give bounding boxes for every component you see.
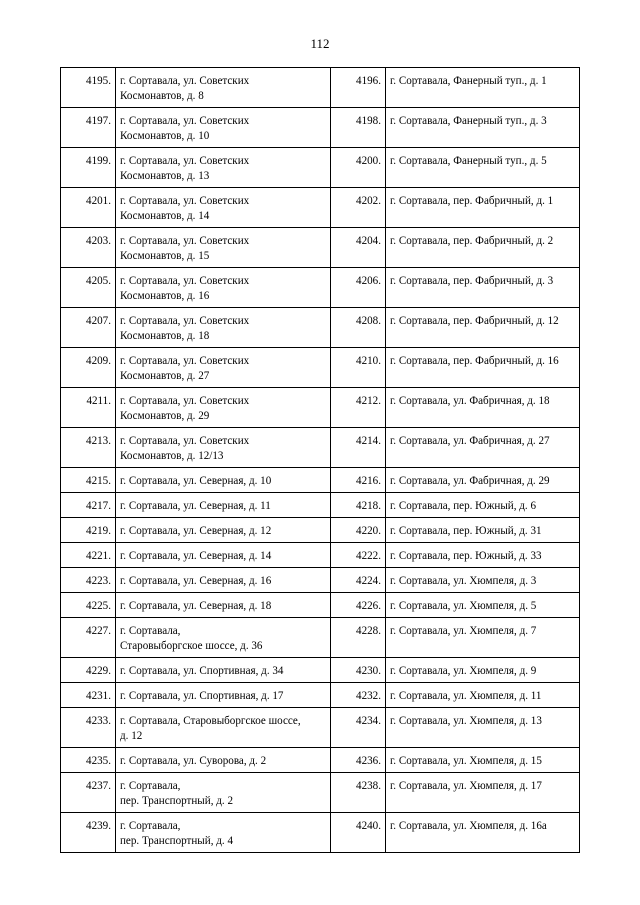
address-line: г. Сортавала, ул. Советских bbox=[120, 115, 250, 127]
address-cell bbox=[116, 468, 331, 493]
entry-number: 4196. bbox=[331, 68, 386, 108]
table-row bbox=[61, 748, 580, 773]
address-line: г. Сортавала, ул. Советских bbox=[120, 195, 250, 207]
address-cell bbox=[116, 593, 331, 618]
table-row bbox=[61, 493, 580, 518]
address-line: г. Сортавала, Фанерный туп., д. 1 bbox=[390, 75, 547, 87]
table-row bbox=[61, 543, 580, 568]
table-row bbox=[61, 228, 580, 268]
address-line: г. Сортавала, ул. Хюмпеля, д. 17 bbox=[390, 780, 542, 792]
address-line: г. Сортавала, ул. Советских bbox=[120, 435, 250, 447]
address-cell bbox=[116, 748, 331, 773]
address-cell bbox=[116, 618, 331, 658]
address-line: г. Сортавала, пер. Фабричный, д. 1 bbox=[390, 195, 554, 207]
address-cell bbox=[386, 748, 580, 773]
entry-number: 4211. bbox=[61, 388, 116, 428]
address-line: г. Сортавала, Старовыборгское шоссе, bbox=[120, 715, 301, 727]
address-line: Космонавтов, д. 16 bbox=[120, 290, 210, 302]
entry-number: 4235. bbox=[61, 748, 116, 773]
address-cell bbox=[116, 108, 331, 148]
address-cell bbox=[386, 68, 580, 108]
entry-number: 4234. bbox=[331, 708, 386, 748]
address-line: г. Сортавала, bbox=[120, 820, 181, 832]
entry-number: 4201. bbox=[61, 188, 116, 228]
address-cell bbox=[386, 308, 580, 348]
address-line: пер. Транспортный, д. 2 bbox=[120, 795, 233, 807]
entry-number: 4214. bbox=[331, 428, 386, 468]
table-row bbox=[61, 348, 580, 388]
address-line: г. Сортавала, ул. Северная, д. 18 bbox=[120, 600, 272, 612]
address-line: Космонавтов, д. 27 bbox=[120, 370, 210, 382]
address-line: г. Сортавала, пер. Южный, д. 31 bbox=[390, 525, 542, 537]
address-cell bbox=[116, 708, 331, 748]
address-cell bbox=[116, 493, 331, 518]
address-line: Космонавтов, д. 12/13 bbox=[120, 450, 224, 462]
entry-number: 4200. bbox=[331, 148, 386, 188]
table-row bbox=[61, 683, 580, 708]
address-cell bbox=[386, 683, 580, 708]
entry-number: 4202. bbox=[331, 188, 386, 228]
address-line: Космонавтов, д. 15 bbox=[120, 250, 210, 262]
address-line: г. Сортавала, ул. Хюмпеля, д. 16а bbox=[390, 820, 547, 832]
address-cell bbox=[386, 658, 580, 683]
address-line: г. Сортавала, ул. Суворова, д. 2 bbox=[120, 755, 267, 767]
address-cell bbox=[386, 388, 580, 428]
table-row bbox=[61, 188, 580, 228]
table-row bbox=[61, 388, 580, 428]
entry-number: 4227. bbox=[61, 618, 116, 658]
entry-number: 4215. bbox=[61, 468, 116, 493]
address-cell bbox=[116, 148, 331, 188]
address-cell bbox=[116, 683, 331, 708]
address-line: г. Сортавала, ул. Хюмпеля, д. 15 bbox=[390, 755, 542, 767]
address-line: г. Сортавала, ул. Спортивная, д. 17 bbox=[120, 690, 284, 702]
entry-number: 4203. bbox=[61, 228, 116, 268]
address-line: г. Сортавала, ул. Хюмпеля, д. 7 bbox=[390, 625, 537, 637]
address-cell bbox=[116, 388, 331, 428]
address-line: г. Сортавала, ул. Хюмпеля, д. 5 bbox=[390, 600, 537, 612]
address-line: г. Сортавала, Фанерный туп., д. 3 bbox=[390, 115, 547, 127]
address-line: Космонавтов, д. 14 bbox=[120, 210, 210, 222]
page-number: 112 bbox=[310, 36, 330, 51]
address-line: г. Сортавала, ул. Советских bbox=[120, 315, 250, 327]
address-line: г. Сортавала, ул. Хюмпеля, д. 9 bbox=[390, 665, 537, 677]
address-cell bbox=[386, 108, 580, 148]
table-row bbox=[61, 108, 580, 148]
address-line: г. Сортавала, ул. Северная, д. 14 bbox=[120, 550, 272, 562]
address-line: г. Сортавала, пер. Фабричный, д. 12 bbox=[390, 315, 559, 327]
address-line: пер. Транспортный, д. 4 bbox=[120, 835, 233, 847]
address-line: г. Сортавала, ул. Северная, д. 12 bbox=[120, 525, 272, 537]
entry-number: 4213. bbox=[61, 428, 116, 468]
address-line: г. Сортавала, пер. Фабричный, д. 16 bbox=[390, 355, 559, 367]
entry-number: 4237. bbox=[61, 773, 116, 813]
address-cell bbox=[386, 568, 580, 593]
address-cell bbox=[116, 428, 331, 468]
address-cell bbox=[386, 148, 580, 188]
address-cell bbox=[386, 708, 580, 748]
entry-number: 4238. bbox=[331, 773, 386, 813]
entry-number: 4232. bbox=[331, 683, 386, 708]
entry-number: 4210. bbox=[331, 348, 386, 388]
address-line: г. Сортавала, ул. Фабричная, д. 18 bbox=[390, 395, 550, 407]
entry-number: 4240. bbox=[331, 813, 386, 853]
address-cell bbox=[116, 658, 331, 683]
address-cell bbox=[116, 568, 331, 593]
entry-number: 4219. bbox=[61, 518, 116, 543]
entry-number: 4220. bbox=[331, 518, 386, 543]
address-cell bbox=[386, 268, 580, 308]
address-line: г. Сортавала, bbox=[120, 780, 181, 792]
table-row bbox=[61, 428, 580, 468]
entry-number: 4228. bbox=[331, 618, 386, 658]
entry-number: 4207. bbox=[61, 308, 116, 348]
address-line: г. Сортавала, ул. Спортивная, д. 34 bbox=[120, 665, 284, 677]
table-row bbox=[61, 148, 580, 188]
address-line: г. Сортавала, ул. Фабричная, д. 29 bbox=[390, 475, 550, 487]
address-line: д. 12 bbox=[120, 730, 143, 742]
address-cell bbox=[116, 308, 331, 348]
entry-number: 4221. bbox=[61, 543, 116, 568]
address-cell bbox=[116, 188, 331, 228]
address-line: г. Сортавала, ул. Северная, д. 11 bbox=[120, 500, 271, 512]
table-row bbox=[61, 708, 580, 748]
entry-number: 4198. bbox=[331, 108, 386, 148]
entry-number: 4231. bbox=[61, 683, 116, 708]
entry-number: 4230. bbox=[331, 658, 386, 683]
entry-number: 4217. bbox=[61, 493, 116, 518]
address-cell bbox=[386, 518, 580, 543]
entry-number: 4205. bbox=[61, 268, 116, 308]
entry-number: 4206. bbox=[331, 268, 386, 308]
entry-number: 4226. bbox=[331, 593, 386, 618]
address-line: г. Сортавала, ул. Советских bbox=[120, 155, 250, 167]
address-cell bbox=[116, 813, 331, 853]
address-line: г. Сортавала, ул. Фабричная, д. 27 bbox=[390, 435, 550, 447]
address-cell bbox=[386, 813, 580, 853]
address-line: г. Сортавала, ул. Хюмпеля, д. 11 bbox=[390, 690, 542, 702]
address-line: г. Сортавала, ул. Советских bbox=[120, 275, 250, 287]
address-line: г. Сортавала, пер. Фабричный, д. 2 bbox=[390, 235, 554, 247]
address-cell bbox=[386, 428, 580, 468]
address-line: г. Сортавала, пер. Южный, д. 6 bbox=[390, 500, 536, 512]
table-row bbox=[61, 773, 580, 813]
entry-number: 4224. bbox=[331, 568, 386, 593]
entry-number: 4204. bbox=[331, 228, 386, 268]
entry-number: 4229. bbox=[61, 658, 116, 683]
address-cell bbox=[386, 493, 580, 518]
address-line: г. Сортавала, ул. Северная, д. 10 bbox=[120, 475, 272, 487]
address-cell bbox=[386, 773, 580, 813]
entry-number: 4236. bbox=[331, 748, 386, 773]
address-cell bbox=[386, 348, 580, 388]
address-line: г. Сортавала, пер. Фабричный, д. 3 bbox=[390, 275, 554, 287]
address-line: г. Сортавала, ул. Советских bbox=[120, 75, 250, 87]
address-line: г. Сортавала, ул. Северная, д. 16 bbox=[120, 575, 272, 587]
entry-number: 4208. bbox=[331, 308, 386, 348]
address-line: Космонавтов, д. 13 bbox=[120, 170, 210, 182]
address-cell bbox=[116, 268, 331, 308]
table-row bbox=[61, 468, 580, 493]
entry-number: 4225. bbox=[61, 593, 116, 618]
entry-number: 4233. bbox=[61, 708, 116, 748]
table-row bbox=[61, 568, 580, 593]
entry-number: 4212. bbox=[331, 388, 386, 428]
address-cell bbox=[116, 228, 331, 268]
address-line: г. Сортавала, пер. Южный, д. 33 bbox=[390, 550, 542, 562]
table-row bbox=[61, 658, 580, 683]
table-row bbox=[61, 268, 580, 308]
entry-number: 4222. bbox=[331, 543, 386, 568]
entry-number: 4216. bbox=[331, 468, 386, 493]
address-line: г. Сортавала, ул. Советских bbox=[120, 355, 250, 367]
address-cell bbox=[116, 518, 331, 543]
table-row bbox=[61, 308, 580, 348]
address-cell bbox=[386, 228, 580, 268]
table-row bbox=[61, 68, 580, 108]
address-line: Космонавтов, д. 8 bbox=[120, 90, 204, 102]
address-line: Старовыборгское шоссе, д. 36 bbox=[120, 640, 263, 652]
entry-number: 4223. bbox=[61, 568, 116, 593]
address-table bbox=[60, 67, 580, 853]
entry-number: 4239. bbox=[61, 813, 116, 853]
address-line: г. Сортавала, bbox=[120, 625, 181, 637]
table-row bbox=[61, 593, 580, 618]
address-cell bbox=[116, 773, 331, 813]
table-row bbox=[61, 813, 580, 853]
address-cell bbox=[386, 543, 580, 568]
address-table-body bbox=[61, 68, 580, 853]
entry-number: 4195. bbox=[61, 68, 116, 108]
address-cell bbox=[116, 543, 331, 568]
table-row bbox=[61, 518, 580, 543]
entry-number: 4199. bbox=[61, 148, 116, 188]
entry-number: 4197. bbox=[61, 108, 116, 148]
entry-number: 4209. bbox=[61, 348, 116, 388]
address-cell bbox=[116, 348, 331, 388]
address-line: Космонавтов, д. 18 bbox=[120, 330, 210, 342]
address-line: г. Сортавала, ул. Советских bbox=[120, 395, 250, 407]
address-cell bbox=[386, 188, 580, 228]
address-cell bbox=[386, 468, 580, 493]
address-line: г. Сортавала, ул. Хюмпеля, д. 3 bbox=[390, 575, 537, 587]
address-line: г. Сортавала, ул. Хюмпеля, д. 13 bbox=[390, 715, 542, 727]
address-line: г. Сортавала, ул. Советских bbox=[120, 235, 250, 247]
address-line: Космонавтов, д. 10 bbox=[120, 130, 210, 142]
table-row bbox=[61, 618, 580, 658]
entry-number: 4218. bbox=[331, 493, 386, 518]
address-cell bbox=[386, 593, 580, 618]
address-cell bbox=[116, 68, 331, 108]
address-line: Космонавтов, д. 29 bbox=[120, 410, 210, 422]
address-cell bbox=[386, 618, 580, 658]
address-line: г. Сортавала, Фанерный туп., д. 5 bbox=[390, 155, 547, 167]
